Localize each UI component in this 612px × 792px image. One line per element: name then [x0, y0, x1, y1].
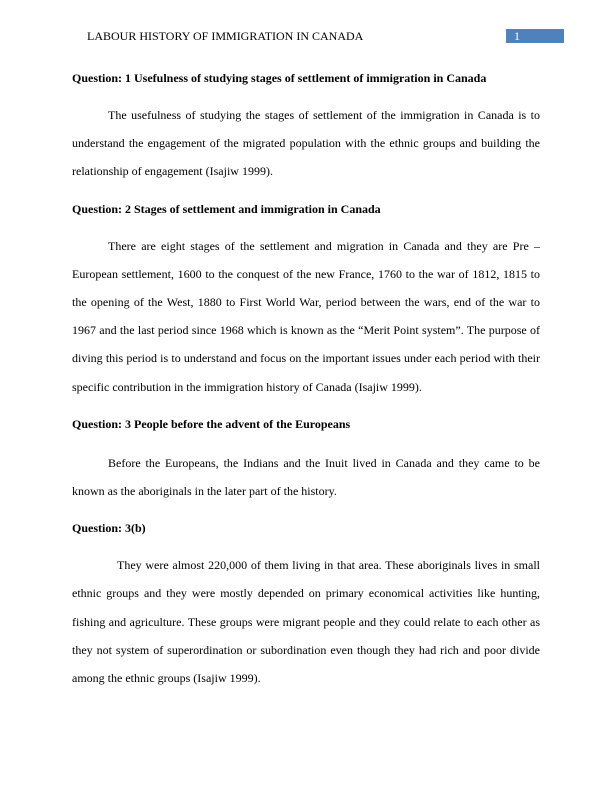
- section-body-2: There are eight stages of the settlement and migration in Canada and they are Pre – European settlement, 1600 to the conquest of the new France, 1760 to the war of 1812, 1815 to the opening of the West, 1880 to First World War, period between the wars, end of the war to 1967 and the last period since 1968 which is known as the “Merit Point system”. The purpose of diving this period is to understand and focus on the important issues under each period with their specific contribution in the immigration history of Canada (Isajiw 1999).: [72, 238, 540, 394]
- section-body-3: Before the Europeans, the Indians and the Inuit lived in Canada and they came to be known as the aboriginals in the later part of the history.: [72, 455, 540, 499]
- section-heading-2: Question: 2 Stages of settlement and immigration in Canada: [72, 201, 381, 216]
- document-body: [72, 69, 540, 706]
- running-header: LABOUR HISTORY OF IMMIGRATION IN CANADA: [87, 29, 364, 43]
- page-number-box: [506, 29, 564, 43]
- section-heading-3: Question: 3 People before the advent of the Europeans: [72, 416, 351, 431]
- section-heading-1: Question: 1 Usefulness of studying stages of settlement of immigration in Canada: [72, 71, 487, 85]
- page-number: 1: [514, 29, 520, 43]
- section-body-3b: They were almost 220,000 of them living in that area. These aboriginals lives in small ethnic groups and they were mostly depended on primary economical activities like hunting, fishing and agriculture. These groups were migrant people and they could relate to each other as they not system of superordination or subordination even though they had rich and poor divide among the ethnic groups (Isajiw 1999).: [72, 558, 540, 686]
- section-heading-3b: Question: 3(b): [72, 521, 146, 536]
- section-body-1: The usefulness of studying the stages of settlement of the immigration in Canada is to understand the engagement of the migrated population with the ethnic groups and building the relationship of engagement (Isajiw 1999).: [72, 108, 540, 179]
